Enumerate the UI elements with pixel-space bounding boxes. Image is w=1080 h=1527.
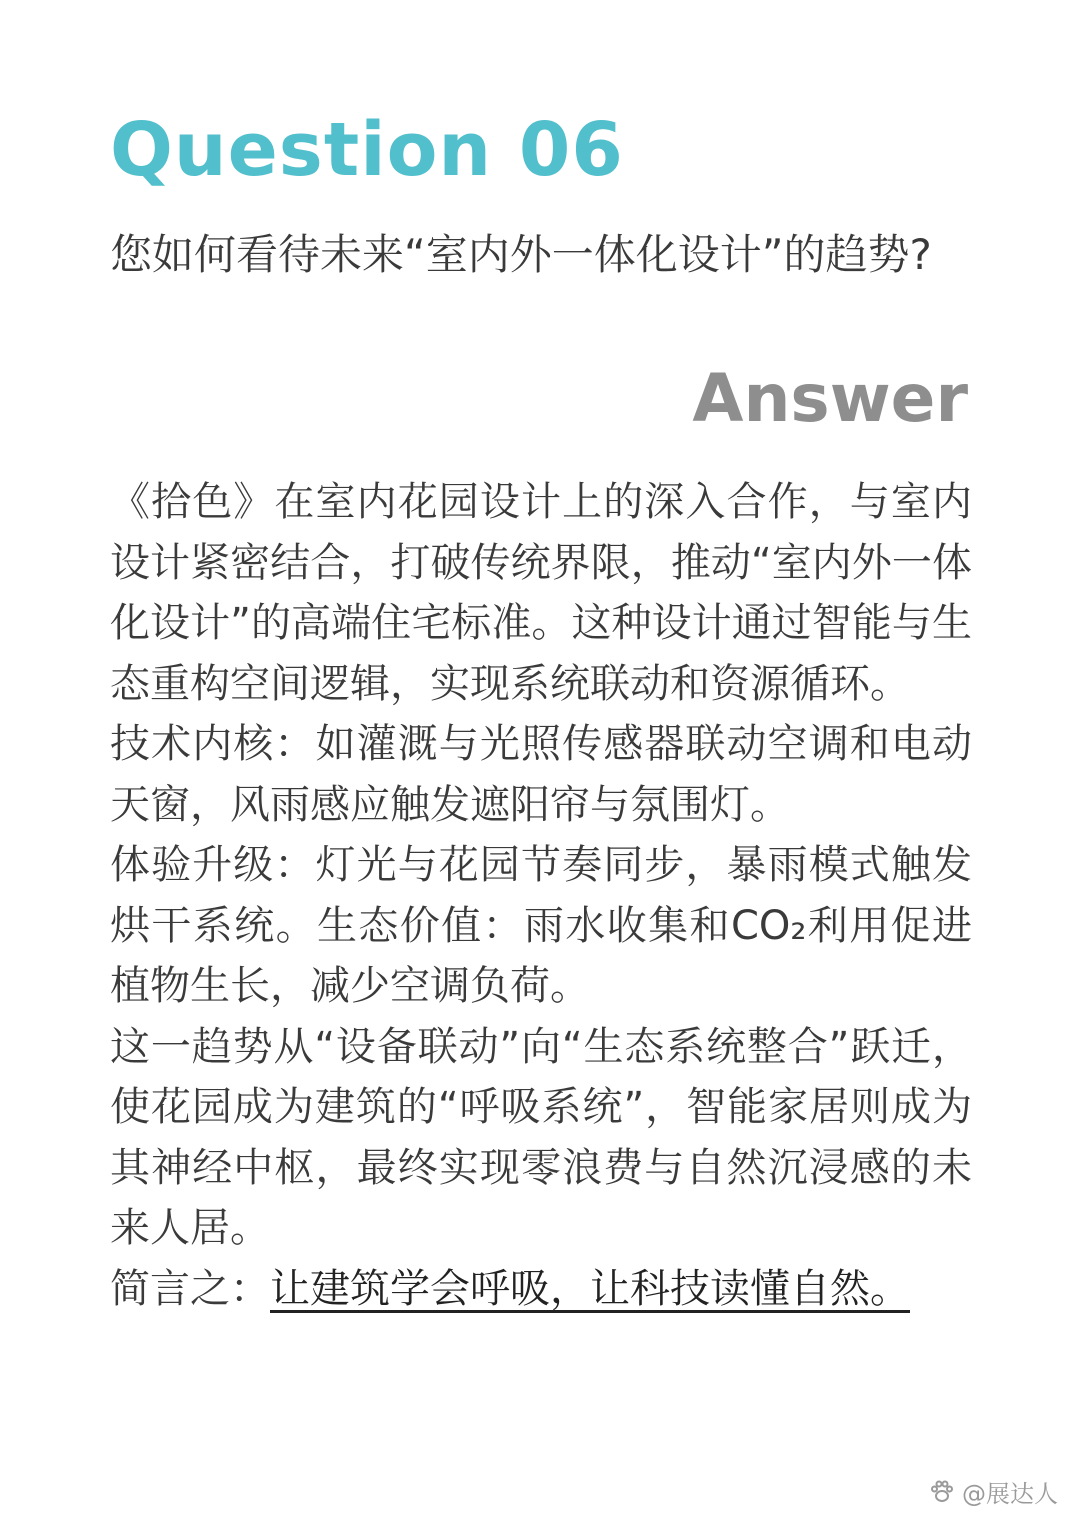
summary-prefix: 简言之：	[110, 1265, 270, 1312]
answer-paragraph-trend: 这一趋势从“设备联动”向“生态系统整合”跃迁，使花园成为建筑的“呼吸系统”，智能家居则成为其神经中枢，最终实现零浪费与自然沉浸感的未来人居。	[110, 1023, 972, 1251]
answer-paragraph-intro: 《拾色》在室内花园设计上的深入合作，与室内设计紧密结合，打破传统界限，推动“室内外一体化设计”的高端住宅标准。这种设计通过智能与生态重构空间逻辑，实现系统联动和资源循环。	[110, 479, 972, 707]
answer-body	[110, 472, 972, 1319]
paw-icon	[928, 1478, 956, 1506]
answer-label: Answer	[692, 360, 968, 437]
watermark	[928, 1474, 1058, 1509]
question-text: 您如何看待未来“室内外一体化设计”的趋势?	[110, 230, 932, 279]
summary-line	[110, 1259, 972, 1320]
summary-emphasis: 让建筑学会呼吸，让科技读懂自然。	[270, 1265, 910, 1312]
answer-paragraph-tech-core: 技术内核：如灌溉与光照传感器联动空调和电动天窗，风雨感应触发遮阳帘与氛围灯。	[110, 721, 972, 828]
question-heading: Question 06	[110, 107, 624, 193]
watermark-text: @展达人	[962, 1480, 1058, 1508]
answer-paragraph-experience: 体验升级：灯光与花园节奏同步，暴雨模式触发烘干系统。生态价值：雨水收集和CO₂利用促进植物生长，减少空调负荷。	[110, 842, 972, 1009]
